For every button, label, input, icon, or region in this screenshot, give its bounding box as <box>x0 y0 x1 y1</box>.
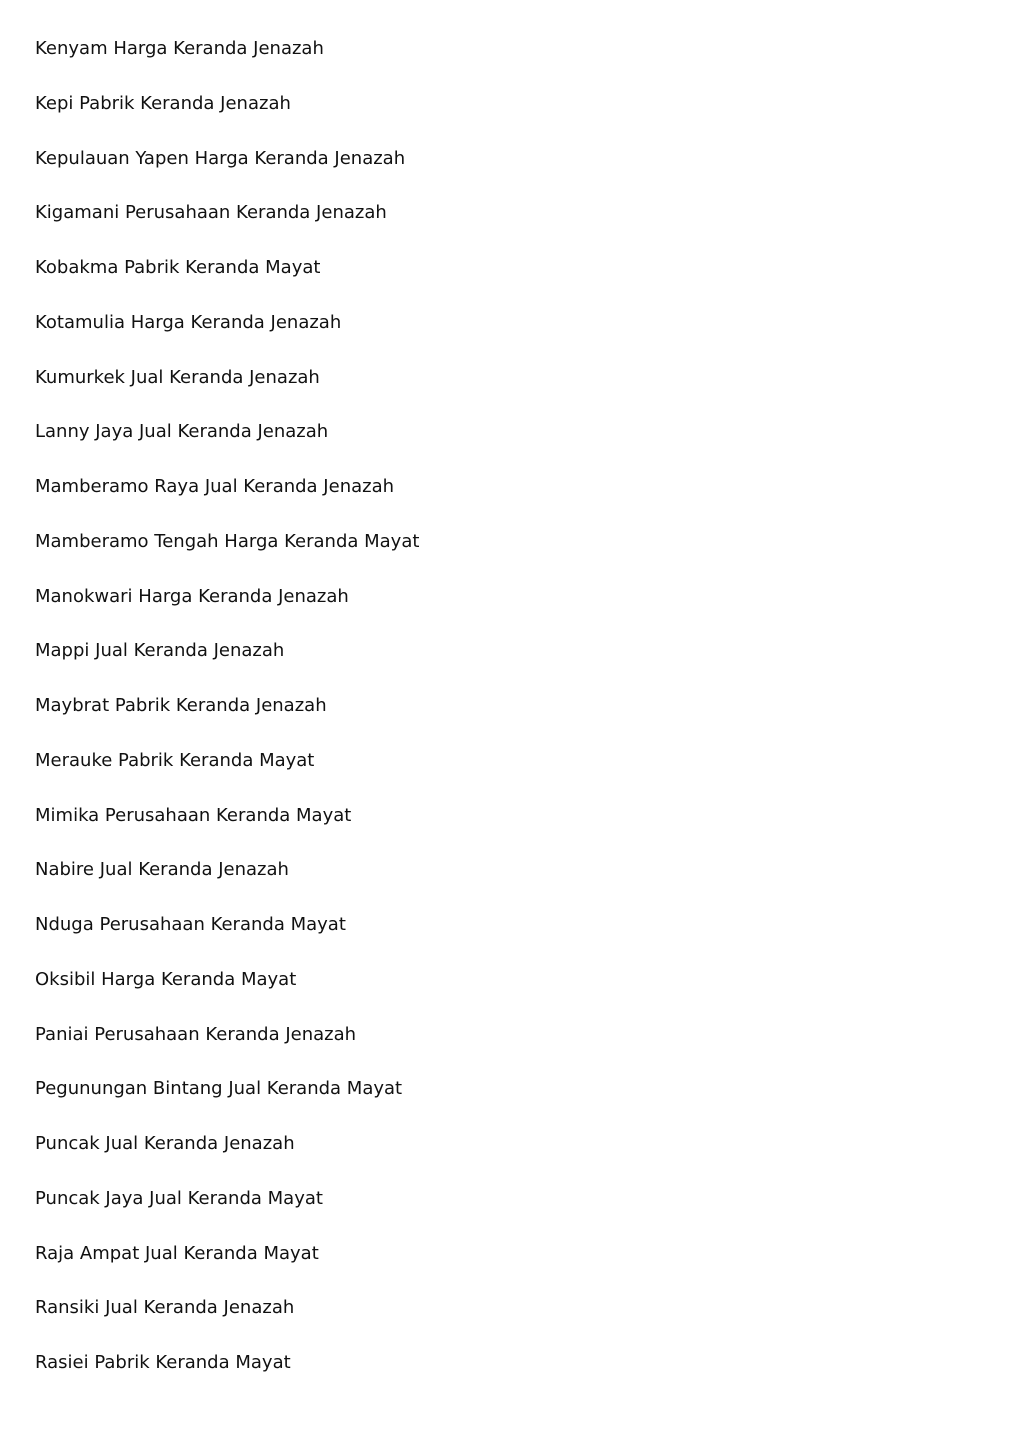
list-item <box>35 1348 419 1403</box>
list-item-link[interactable]: Lanny Jaya Jual Keranda Jenazah <box>35 421 329 443</box>
list-item <box>35 89 419 144</box>
list-item <box>35 746 419 801</box>
list-item-link[interactable]: Kepi Pabrik Keranda Jenazah <box>35 92 291 114</box>
list-item-link[interactable]: Paniai Perusahaan Keranda Jenazah <box>35 1023 357 1045</box>
list-item-link[interactable]: Nduga Perusahaan Keranda Mayat <box>35 914 346 935</box>
list-item-link[interactable]: Oksibil Harga Keranda Mayat <box>35 968 297 990</box>
list-item-link[interactable]: Kumurkek Jual Keranda Jenazah <box>35 366 320 388</box>
list-item <box>35 34 419 89</box>
list-item-link[interactable]: Ransiki Jual Keranda Jenazah <box>35 1297 295 1319</box>
list-item <box>35 1074 419 1129</box>
list-item <box>35 1239 419 1294</box>
list-item <box>35 965 419 1020</box>
list-item <box>35 636 419 691</box>
list-item-link[interactable]: Mimika Perusahaan Keranda Mayat <box>35 804 352 826</box>
list-item <box>35 417 419 472</box>
list-item <box>35 472 419 527</box>
list-item-link[interactable]: Puncak Jual Keranda Jenazah <box>35 1133 295 1154</box>
list-item-link[interactable]: Pegunungan Bintang Jual Keranda Mayat <box>35 1078 403 1100</box>
list-item <box>35 308 419 363</box>
list-item-link[interactable]: Nabire Jual Keranda Jenazah <box>35 859 289 881</box>
list-item-link[interactable]: Maybrat Pabrik Keranda Jenazah <box>35 695 327 716</box>
list-item-link[interactable]: Mamberamo Raya Jual Keranda Jenazah <box>35 476 395 497</box>
list-item <box>35 198 419 253</box>
list-item <box>35 363 419 418</box>
list-item-link[interactable]: Puncak Jaya Jual Keranda Mayat <box>35 1187 323 1209</box>
list-item <box>35 1020 419 1075</box>
list-item <box>35 253 419 308</box>
list-item-link[interactable]: Kepulauan Yapen Harga Keranda Jenazah <box>35 147 406 169</box>
list-item-link[interactable]: Rasiei Pabrik Keranda Mayat <box>35 1352 291 1373</box>
list-item-link[interactable]: Merauke Pabrik Keranda Mayat <box>35 749 315 771</box>
list-item <box>35 801 419 856</box>
list-item <box>35 855 419 910</box>
list-item <box>35 527 419 582</box>
keyword-list <box>35 34 419 1403</box>
list-item-link[interactable]: Kobakma Pabrik Keranda Mayat <box>35 257 321 278</box>
list-item-link[interactable]: Raja Ampat Jual Keranda Mayat <box>35 1242 319 1264</box>
list-item-link[interactable]: Kenyam Harga Keranda Jenazah <box>35 38 324 59</box>
list-item-link[interactable]: Mappi Jual Keranda Jenazah <box>35 640 285 662</box>
list-item <box>35 691 419 746</box>
list-item <box>35 144 419 199</box>
list-item <box>35 1184 419 1239</box>
list-item <box>35 910 419 965</box>
list-item-link[interactable]: Manokwari Harga Keranda Jenazah <box>35 585 349 607</box>
list-item <box>35 1129 419 1184</box>
list-item-link[interactable]: Kotamulia Harga Keranda Jenazah <box>35 311 342 333</box>
list-item <box>35 1293 419 1348</box>
list-item-link[interactable]: Mamberamo Tengah Harga Keranda Mayat <box>35 530 420 552</box>
list-item <box>35 582 419 637</box>
list-item-link[interactable]: Kigamani Perusahaan Keranda Jenazah <box>35 202 387 224</box>
